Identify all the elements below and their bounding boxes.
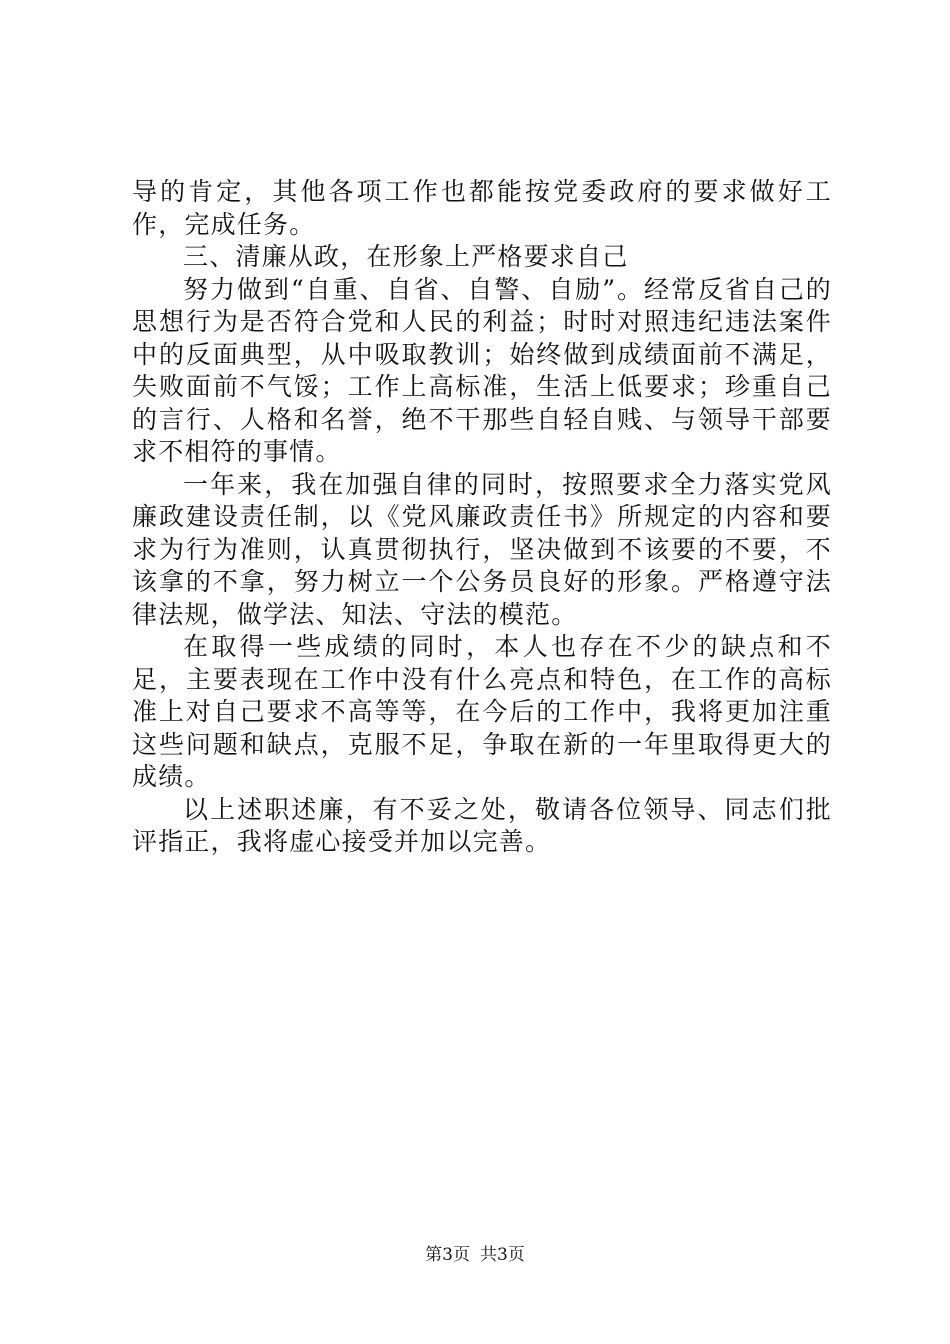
page-number: 第3页 — [425, 1245, 470, 1265]
paragraph-continuation: 导的肯定，其他各项工作也都能按党委政府的要求做好工作，完成任务。 — [132, 177, 832, 239]
paragraph-responsibility: 一年来，我在加强自律的同时，按照要求全力落实党风廉政建设责任制，以《党风廉政责任书》所规定的内容和要求为行为准则，认真贯彻执行，坚决做到不该要的不要，不该拿的不拿，努力树立一个公务员良好的形象。严格遵守法律法规，做学法、知法、守法的模范。 — [132, 469, 832, 629]
paragraph-shortcomings: 在取得一些成绩的同时，本人也存在不少的缺点和不足，主要表现在工作中没有什么亮点和特色，在工作的高标准上对自己要求不高等等，在今后的工作中，我将更加注重这些问题和缺点，克服不足，争取在新的一年里取得更大的成绩。 — [132, 632, 832, 791]
document-body — [132, 176, 832, 859]
paragraph-closing: 以上述职述廉，有不妥之处，敬请各位领导、同志们批评指正，我将虚心接受并加以完善。 — [132, 794, 832, 856]
page-total: 共3页 — [480, 1245, 525, 1265]
paragraph-self-discipline: 努力做到“自重、自省、自警、自励”。经常反省自己的思想行为是否符合党和人民的利益；时时对照违纪违法案件中的反面典型，从中吸取教训；始终做到成绩面前不满足，失败面前不气馁；工作上高标准，生活上低要求；珍重自己的言行、人格和名誉，绝不干那些自轻自贱、与领导干部要求不相符的事情。 — [132, 274, 832, 466]
section-heading-3: 三、清廉从政，在形象上严格要求自己 — [183, 242, 629, 271]
page-footer — [0, 1244, 950, 1266]
